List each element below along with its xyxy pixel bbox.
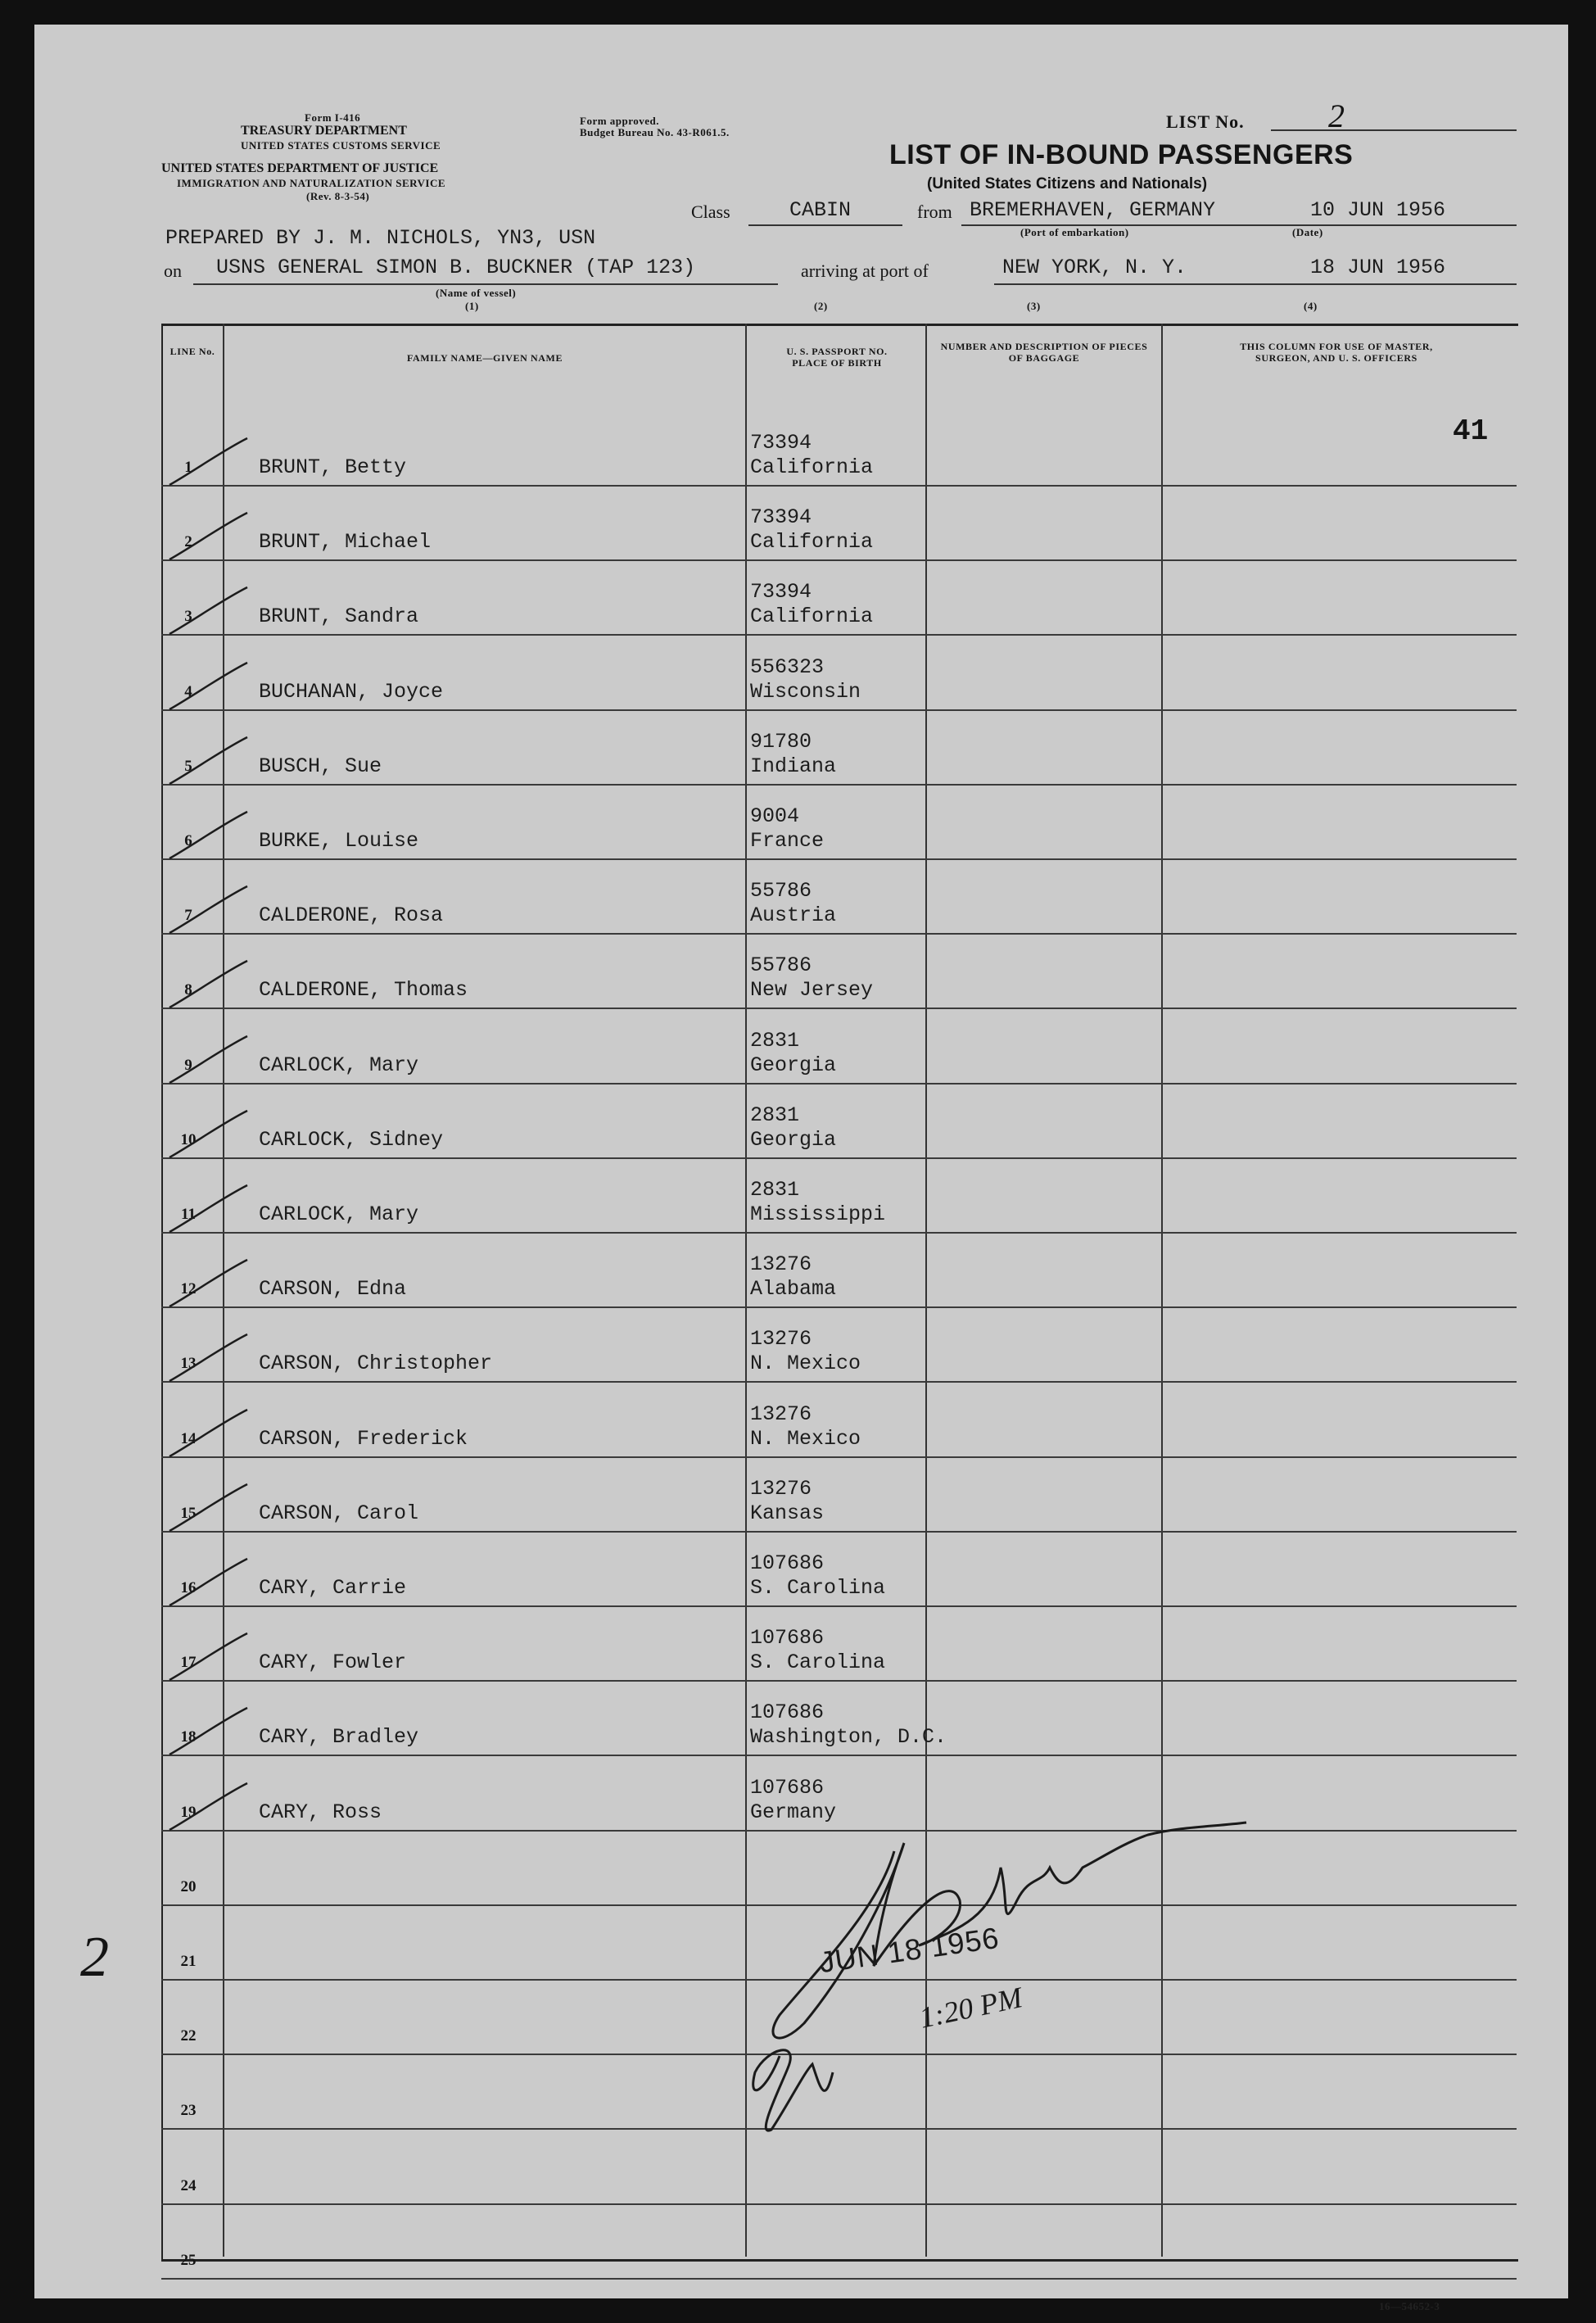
passenger-name: CARSON, Christopher [259,1352,493,1375]
ins-heading: IMMIGRATION AND NATURALIZATION SERVICE [177,177,446,189]
passenger-name: CARLOCK, Mary [259,1202,419,1226]
row-rule [161,634,1517,636]
vessel-caption: (Name of vessel) [436,287,517,299]
passport-number: 556323 [750,655,825,679]
check-mark [157,1330,255,1388]
check-mark [157,1032,255,1089]
passenger-name: CARY, Carrie [259,1576,407,1600]
col-header-name: FAMILY NAME—GIVEN NAME [406,352,563,364]
passenger-name: BURKE, Louise [259,829,419,853]
line-number: 20 [180,1878,197,1895]
footer-code: 16—54652-3 [1379,2300,1440,2312]
place-of-birth: S. Carolina [750,1651,886,1674]
passport-number: 13276 [750,1252,812,1276]
list-no-field [1271,105,1517,131]
passport-number: 2831 [750,1029,800,1053]
check-mark [157,1779,255,1836]
row-rule [161,1306,1517,1308]
embarkation-date: 10 JUN 1956 [1310,198,1446,222]
check-mark [157,1256,255,1313]
line-number: 22 [180,2027,197,2045]
passport-number: 9004 [750,804,800,828]
passport-number: 13276 [750,1402,812,1426]
list-no-value: 2 [1328,97,1345,134]
col3-caption: (3) [1027,300,1041,312]
passenger-name: CARY, Ross [259,1800,382,1824]
port-of-embarkation: BREMERHAVEN, GERMANY [970,198,1216,222]
on-label: on [164,260,182,281]
passenger-name: BUSCH, Sue [259,754,382,778]
line-number: 25 [180,2252,197,2269]
passport-number: 2831 [750,1178,800,1202]
place-of-birth: S. Carolina [750,1576,886,1600]
check-mark [157,583,255,641]
place-of-birth: Indiana [750,754,837,778]
passport-number: 107686 [750,1626,825,1650]
check-mark [157,1107,255,1164]
passenger-name: CARSON, Carol [259,1501,419,1525]
margin-page-number: 2 [80,1926,109,1989]
passenger-name: BRUNT, Sandra [259,605,419,628]
vessel-name: USNS GENERAL SIMON B. BUCKNER (TAP 123) [216,256,696,279]
row-rule [161,2203,1517,2205]
check-mark [157,957,255,1014]
passenger-name: CARLOCK, Mary [259,1053,419,1077]
form-title: LIST OF IN-BOUND PASSENGERS [889,139,1354,170]
row-rule [161,858,1517,860]
passenger-count: 41 [1453,414,1489,448]
budget-bureau: Budget Bureau No. 43-R061.5. [580,126,730,138]
line-number: 4 [184,683,192,700]
form-approved: Form approved. [580,115,660,127]
line-number: 16 [180,1579,197,1596]
line-number: 6 [184,832,192,849]
place-of-birth: Alabama [750,1277,837,1301]
row-rule [161,485,1517,487]
place-of-birth: Wisconsin [750,680,861,704]
arrival-port: NEW YORK, N. Y. [1002,256,1187,279]
row-rule [161,1008,1517,1009]
place-of-birth: California [750,530,874,554]
line-number: 21 [180,1953,197,1970]
check-mark [157,509,255,566]
line-number: 10 [180,1131,197,1148]
place-of-birth: N. Mexico [750,1427,861,1451]
check-mark [157,733,255,790]
col-header-officers: THIS COLUMN FOR USE OF MASTER, SURGEON, AND U. S. OFFICERS [1240,341,1433,364]
check-mark [157,659,255,716]
check-mark [157,1629,255,1687]
place-of-birth: Austria [750,903,837,927]
row-rule [161,1531,1517,1533]
passport-number: 55786 [750,953,812,977]
place-of-birth: California [750,605,874,628]
col1-caption: (1) [465,300,479,312]
place-of-birth: New Jersey [750,978,874,1002]
row-rule [161,1083,1517,1085]
col-header-line-no: LINE No. [170,346,215,357]
check-mark [157,1555,255,1612]
passport-number: 73394 [750,505,812,529]
passport-number: 73394 [750,580,812,604]
row-rule [161,709,1517,711]
col-header-passport: U. S. PASSPORT NO. PLACE OF BIRTH [786,346,888,369]
passenger-name: CARLOCK, Sidney [259,1128,444,1152]
check-mark [157,1406,255,1463]
passport-number: 13276 [750,1327,812,1351]
check-mark [157,882,255,940]
passport-number: 107686 [750,1700,825,1724]
line-number: 12 [180,1280,197,1297]
line-number: 24 [180,2177,197,2194]
passenger-name: CARY, Bradley [259,1725,419,1749]
col-header-baggage: NUMBER AND DESCRIPTION OF PIECES OF BAGGAGE [940,341,1148,364]
place-of-birth: Georgia [750,1053,837,1077]
receipt-stamp-time: 1:20 PM [916,1981,1025,2035]
line-number: 5 [184,758,192,775]
list-no-label: LIST No. [1166,111,1245,132]
line-number: 8 [184,981,192,998]
date-caption: (Date) [1292,226,1323,238]
receipt-stamp-date: JUN 18 1956 [817,1920,1001,1980]
manifest-page [34,25,1568,2312]
line-number: 3 [184,608,192,625]
arriving-label: arriving at port of [801,260,929,281]
line-number: 15 [180,1505,197,1522]
form-number: Form I-416 [305,111,361,124]
col2-caption: (2) [814,300,828,312]
place-of-birth: Germany [750,1800,837,1824]
row-rule [161,784,1517,786]
line-number: 11 [181,1206,196,1223]
line-number: 17 [180,1654,197,1671]
from-label: from [917,202,952,222]
customs-heading: UNITED STATES CUSTOMS SERVICE [241,139,441,152]
line-number: 23 [180,2102,197,2119]
place-of-birth: California [750,455,874,479]
line-number: 7 [184,907,192,924]
passport-number: 55786 [750,879,812,903]
row-rule [161,1605,1517,1607]
line-number: 14 [180,1430,197,1447]
passenger-name: CARSON, Frederick [259,1427,468,1451]
check-mark [157,1704,255,1761]
passport-number: 13276 [750,1477,812,1501]
line-number: 18 [180,1728,197,1746]
row-rule [161,1157,1517,1159]
passenger-name: CARSON, Edna [259,1277,407,1301]
arrival-date: 18 JUN 1956 [1310,256,1446,279]
form-subtitle: (United States Citizens and Nationals) [927,175,1208,192]
row-rule [161,933,1517,935]
passenger-name: CALDERONE, Thomas [259,978,468,1002]
line-number: 13 [180,1355,197,1372]
passport-number: 107686 [750,1551,825,1575]
passport-number: 73394 [750,431,812,455]
place-of-birth: Mississippi [750,1202,886,1226]
justice-heading: UNITED STATES DEPARTMENT OF JUSTICE [161,161,439,175]
row-rule [161,1456,1517,1458]
passenger-name: BRUNT, Betty [259,455,407,479]
prepared-by: PREPARED BY J. M. NICHOLS, YN3, USN [165,226,596,250]
passport-number: 2831 [750,1103,800,1127]
row-rule [161,1232,1517,1234]
passport-number: 91780 [750,730,812,754]
col4-caption: (4) [1304,300,1318,312]
check-mark [157,434,255,491]
check-mark [157,808,255,865]
row-rule [161,559,1517,561]
place-of-birth: France [750,829,825,853]
passport-number: 107686 [750,1776,825,1800]
row-rule [161,1680,1517,1682]
signature [689,1745,1312,2138]
treasury-heading: TREASURY DEPARTMENT [241,124,407,138]
class-label: Class [691,202,730,222]
place-of-birth: Washington, D.C. [750,1725,947,1749]
passenger-name: BRUNT, Michael [259,530,432,554]
line-number: 2 [184,533,192,550]
passenger-name: CARY, Fowler [259,1651,407,1674]
place-of-birth: N. Mexico [750,1352,861,1375]
line-number: 9 [184,1057,192,1074]
row-rule [161,2278,1517,2280]
port-caption: (Port of embarkation) [1020,226,1129,238]
line-number: 1 [184,459,192,476]
check-mark [157,1480,255,1537]
revision-date: (Rev. 8-3-54) [306,190,370,202]
row-rule [161,1381,1517,1383]
passenger-name: CALDERONE, Rosa [259,903,444,927]
passenger-name: BUCHANAN, Joyce [259,680,444,704]
line-number: 19 [180,1804,197,1821]
place-of-birth: Kansas [750,1501,825,1525]
check-mark [157,1181,255,1238]
class-value: CABIN [789,198,852,222]
place-of-birth: Georgia [750,1128,837,1152]
